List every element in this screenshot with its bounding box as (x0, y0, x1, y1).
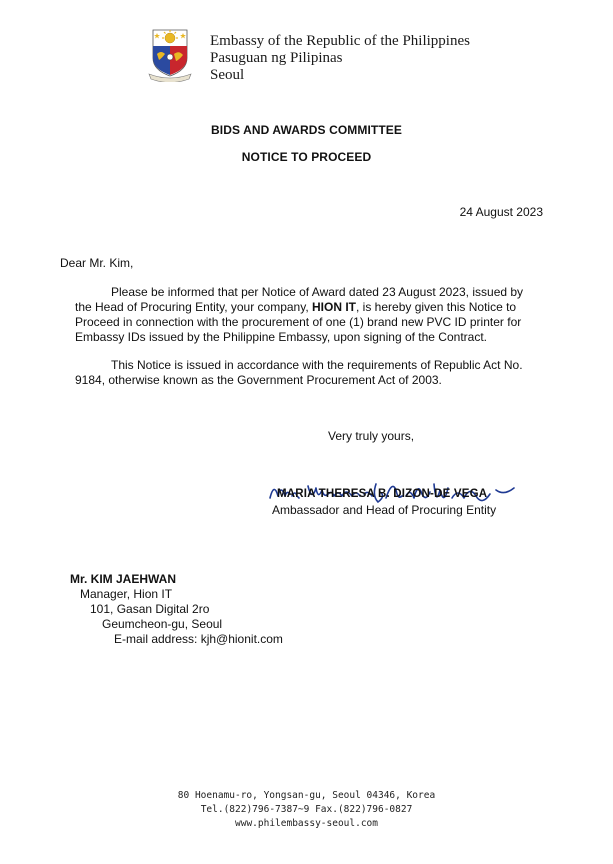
paragraph-2-line-2: 9184, otherwise known as the Government Procurement Act of 2003. (75, 373, 442, 387)
embassy-city: Seoul (210, 67, 245, 83)
addressee-email: E-mail address: kjh@hionit.com (114, 632, 283, 646)
notice-heading: NOTICE TO PROCEED (241, 150, 372, 164)
embassy-name: Embassy of the Republic of the Philippines (210, 33, 470, 49)
paragraph-1-line-4: Embassy IDs issued by the Philippine Embassy, upon signing of the Contract. (75, 330, 487, 344)
footer-address: 80 Hoenamu-ro, Yongsan-gu, Seoul 04346, Korea (177, 790, 436, 801)
committee-heading: BIDS AND AWARDS COMMITTEE (211, 123, 402, 137)
embassy-name-filipino: Pasuguan ng Pilipinas (210, 50, 343, 66)
philippine-embassy-seal-icon (145, 24, 195, 82)
paragraph-1-line-2-start: the Head of Procuring Entity, your company, (75, 300, 313, 314)
salutation: Dear Mr. Kim, (60, 256, 134, 270)
addressee-name: Mr. KIM JAEHWAN (70, 572, 177, 586)
paragraph-2-line-1: This Notice is issued in accordance with the requirements of Republic Act No. (111, 358, 523, 372)
addressee-city: Geumcheon-gu, Seoul (102, 617, 223, 631)
paragraph-1-line-2 (75, 300, 547, 315)
paragraph-1-line-3: Proceed in connection with the procurement of one (1) brand new PVC ID printer for (75, 315, 522, 329)
paragraph-1-line-1: Please be informed that per Notice of Award dated 23 August 2023, issued by (111, 285, 524, 299)
footer-website: www.philembassy-seoul.com (235, 818, 378, 829)
signatory-name: MARIA THERESA B. DIZON-DE VEGA (277, 488, 488, 500)
company-name: HION IT (312, 300, 357, 314)
paragraph-1-line-2-end: , is hereby given this Notice to (356, 300, 517, 314)
body-paragraph-2 (75, 358, 547, 388)
footer-phone: Tel.(822)796-7387~9 Fax.(822)796-0827 (200, 804, 413, 815)
addressee-position: Manager, Hion IT (80, 587, 173, 601)
addressee-street: 101, Gasan Digital 2ro (90, 602, 210, 616)
letter-date: 24 August 2023 (459, 205, 543, 219)
closing-phrase: Very truly yours, (328, 429, 415, 443)
signatory-title: Ambassador and Head of Procuring Entity (272, 503, 497, 517)
body-paragraph-1 (75, 285, 547, 345)
